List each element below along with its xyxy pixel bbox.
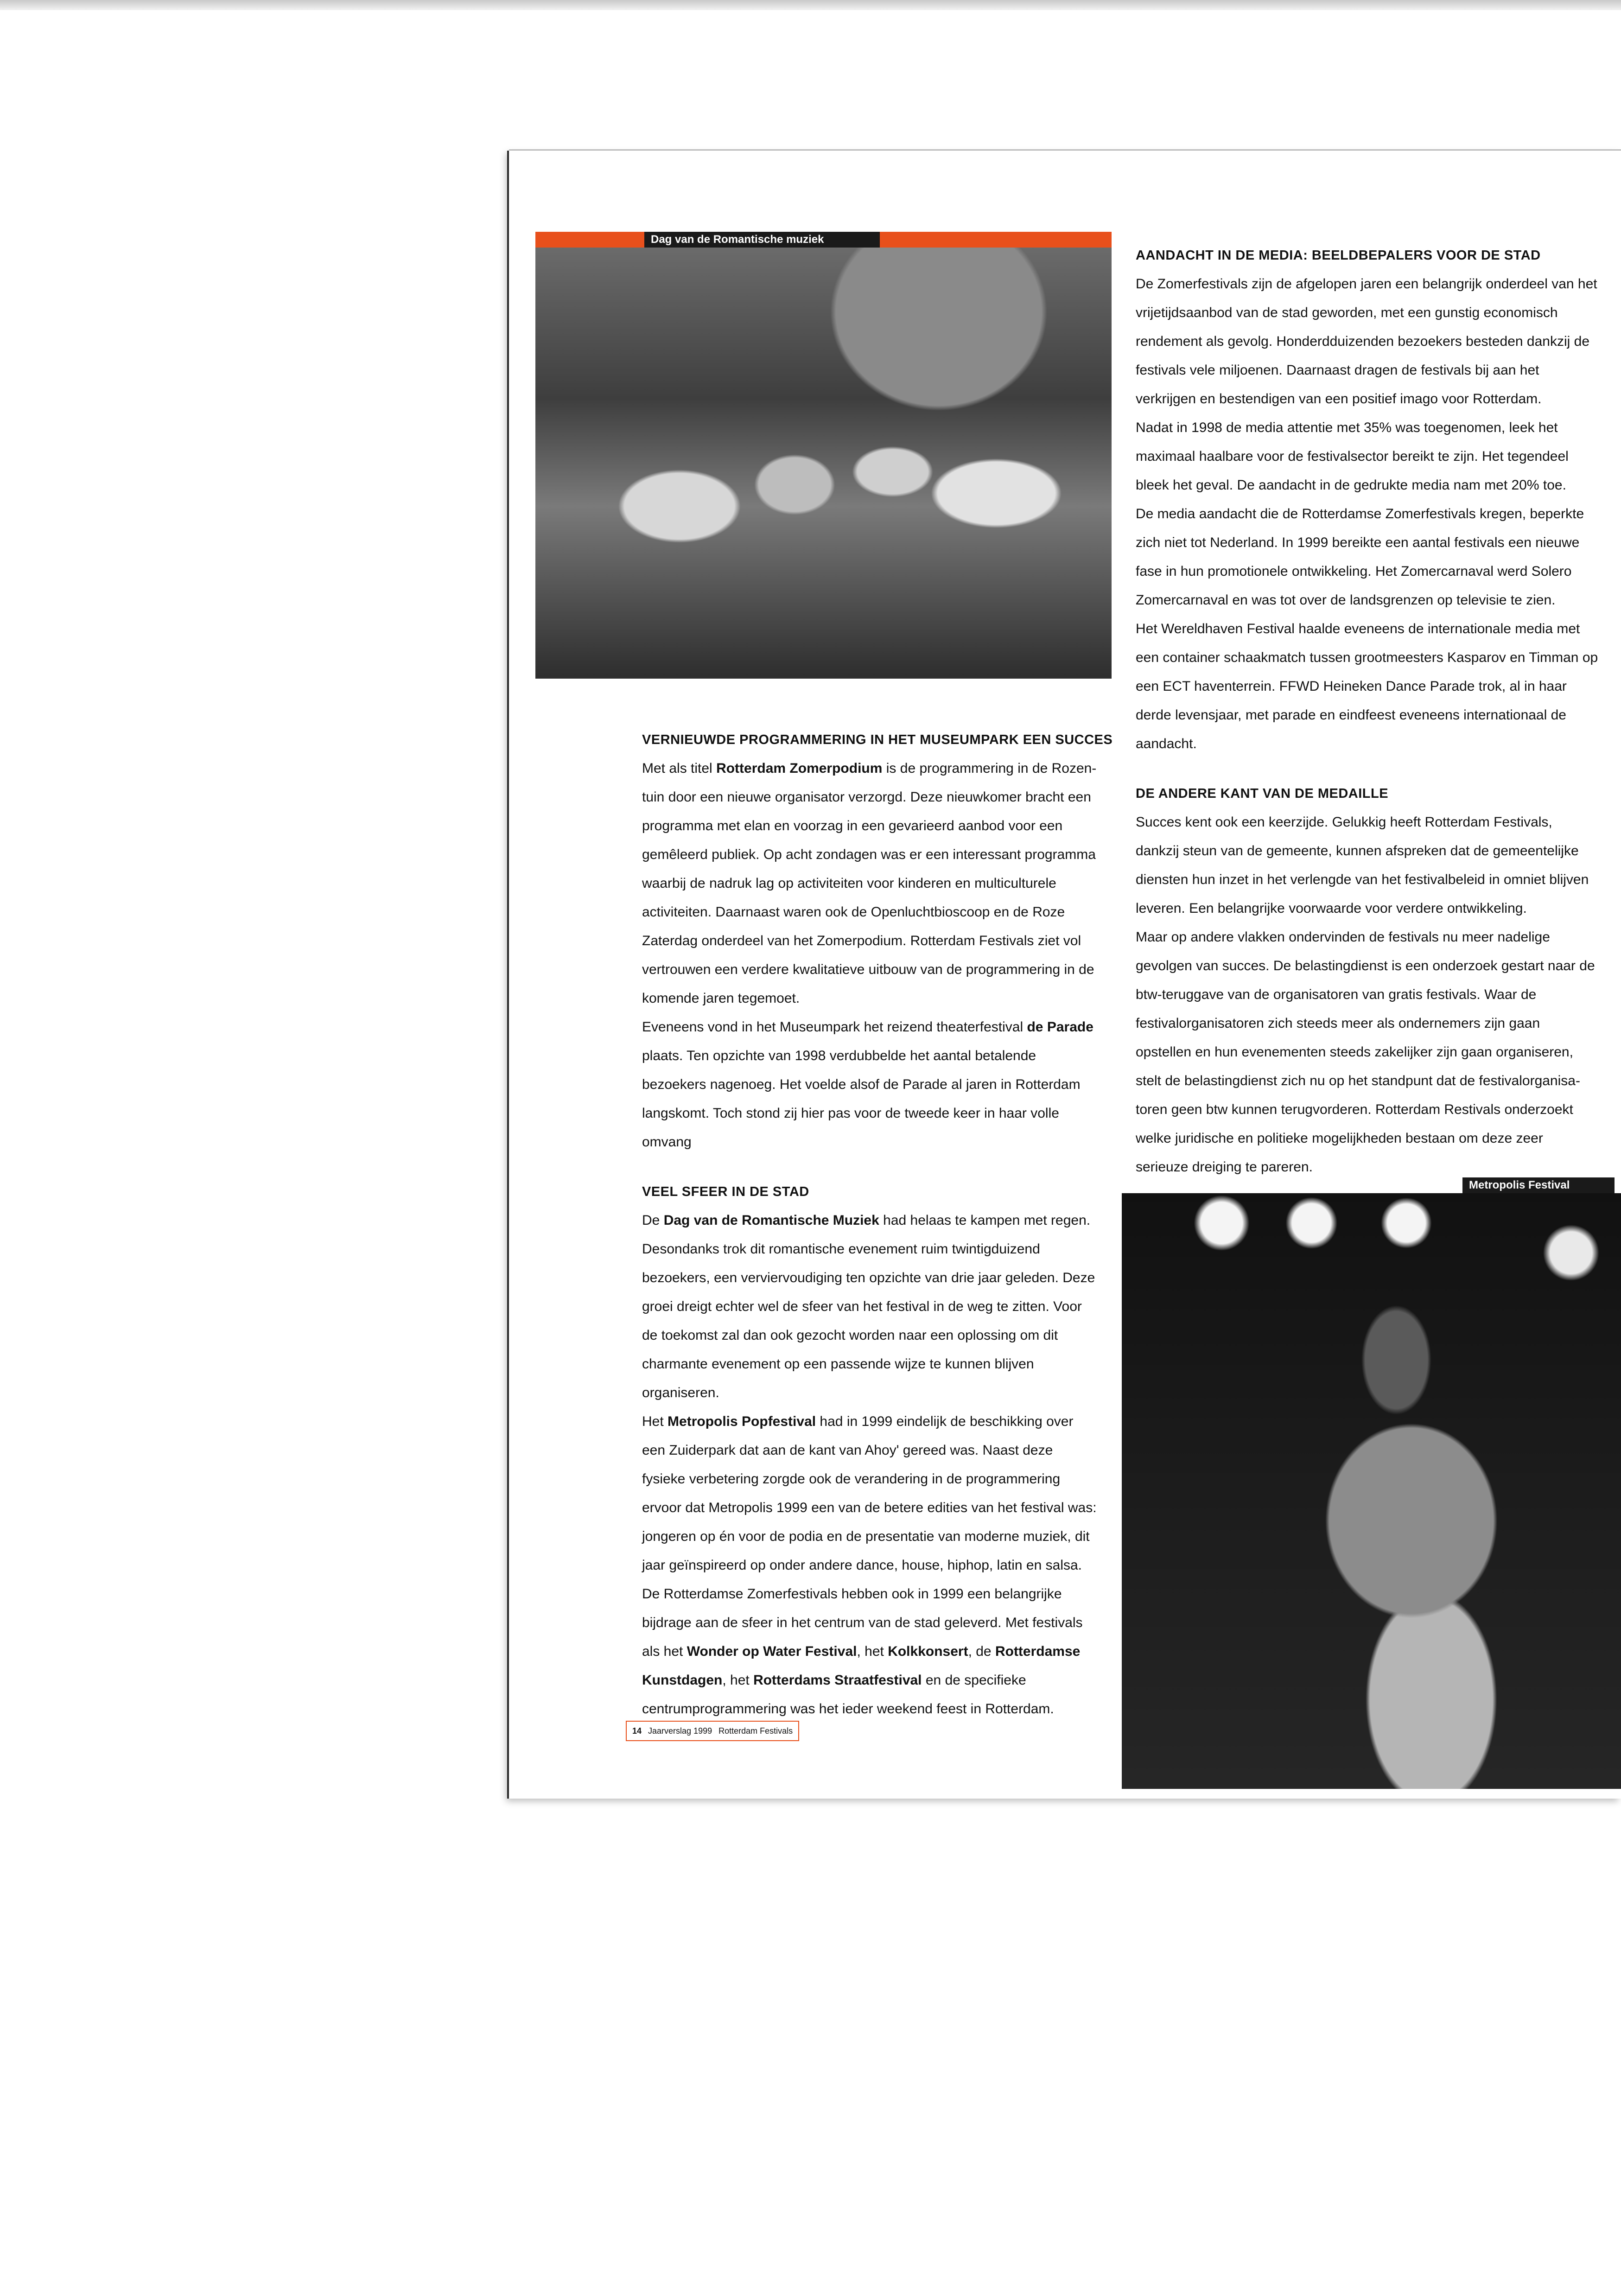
bold-term: Rotterdam Zomerpodium <box>716 761 883 776</box>
paragraph: Nadat in 1998 de media attentie met 35% was toegenomen, leek het maximaal haalbare voor de festivalsector bereikt te zijn. Het tegendeel bleek het geval. De aandacht in de gedrukte media nam met 20% toe. <box>1136 420 1569 493</box>
paragraph: Het Wereldhaven Festival haalde eveneens de internationale media met een container schaakmatch tussen grootmeesters Kasparov en Timman op een ECT haventerrein. FFWD Heineken Dance Parade trok, al in haar derde levensjaar, met parade en eindfeest eveneens internationaal de aandacht. <box>1136 621 1598 751</box>
page-number: 14 <box>632 1726 642 1736</box>
footer-report: Jaarverslag 1999 <box>648 1726 712 1736</box>
bold-term: Dag van de Romantische Muziek <box>663 1213 879 1228</box>
bold-term: Rotterdams Straatfestival <box>753 1673 922 1688</box>
paragraph: De Dag van de Romantische Muziek had helaas te kampen met regen. Desondanks trok dit romantische evenement ruim twintigduizend bezoekers, een verviervoudiging ten opzichte van drie jaar geleden. Deze groei dreigt echter wel de sfeer van het festival in de weg te zitten. Voor de toekomst zal dan ook gezocht worden naar een oplossing om dit charmante evenement op een passende wijze te kunnen blijven organiseren. <box>642 1213 1095 1400</box>
festival-photo-picnic <box>535 248 1112 679</box>
paragraph: De Rotterdamse Zomerfestivals hebben ook in 1999 een belangrijke bijdrage aan de sfeer in het centrum van de stad geleverd. Met festivals als het Wonder op Water Festival, het Kolkkonsert, de Rotterdamse Kunstdagen, het Rotterdams Straatfestival en de specifieke centrumprogrammering was het ieder weekend feest in Rotterdam. <box>642 1586 1083 1717</box>
heading-museumpark: VERNIEUWDE PROGRAMMERING IN HET MUSEUMPARK EEN SUCCES <box>642 732 1113 747</box>
bold-term: Kolkkonsert <box>888 1644 968 1659</box>
photo-caption-left: Dag van de Romantische muziek <box>644 232 880 248</box>
paragraph: Eveneens vond in het Museumpark het reizend theaterfestival de Parade plaats. Ten opzichte van 1998 verdubbelde het aantal betalende bezoekers nagenoeg. Het voelde alsof de Parade al jaren in Rotterdam langskomt. Toch stond zij hier pas voor de tweede keer in haar volle omvang <box>642 1019 1093 1150</box>
paragraph: De Zomerfestivals zijn de afgelopen jaren een belangrijk onderdeel van het vrijetijdsaanbod van de stad geworden, met een gunstig economisch rendement als gevolg. Honderdduizenden bezoekers besteden dankzij de festivals vele miljoenen. Daarnaast dragen de festivals bij aan het verkrijgen en bestendigen van een positief imago voor Rotterdam. <box>1136 276 1597 407</box>
paragraph: De media aandacht die de Rotterdamse Zomerfestivals kregen, beperkte zich niet tot Nederland. In 1999 bereikte een aantal festivals een nieuwe fase in hun promotionele ontwikkeling. Het Zomercarnaval werd Solero Zomercarnaval en was tot over de landsgrenzen op televisie te zien. <box>1136 506 1584 608</box>
footer-org: Rotterdam Festivals <box>718 1726 793 1736</box>
photo-caption-right: Metropolis Festival <box>1462 1177 1615 1193</box>
heading-medaille: DE ANDERE KANT VAN DE MEDAILLE <box>1136 786 1389 801</box>
right-column <box>1136 248 1599 1182</box>
page-footer <box>626 1721 799 1741</box>
paragraph: Het Metropolis Popfestival had in 1999 eindelijk de beschikking over een Zuiderpark dat aan de kant van Ahoy' gereed was. Naast deze fysieke verbetering zorgde ook de verandering in de programmering ervoor dat Metropolis 1999 een van de betere edities van het festival was: jongeren op én voor de podia en de presentatie van moderne muziek, dit jaar geïnspireerd op onder andere dance, house, hiphop, latin en salsa. <box>642 1414 1097 1573</box>
paragraph: Succes kent ook een keerzijde. Gelukkig heeft Rotterdam Festivals, dankzij steun van de gemeente, kunnen afspreken dat de gemeentelijke diensten hun inzet in het verlengde van het festivalbeleid in omniet blijven leveren. Een belangrijke voorwaarde voor verdere ontwikkeling. <box>1136 814 1589 916</box>
heading-media: AANDACHT IN DE MEDIA: BEELDBEPALERS VOOR DE STAD <box>1136 248 1541 263</box>
bold-term: Rotterdamse Kunstdagen <box>642 1644 1081 1688</box>
bold-term: Metropolis Popfestival <box>667 1414 816 1429</box>
festival-photo-stage <box>1122 1193 1621 1789</box>
paragraph: Maar op andere vlakken ondervinden de festivals nu meer nadelige gevolgen van succes. De belastingdienst is een onderzoek gestart naar de btw-teruggave van de organisatoren van gratis festivals. Waar de festivalorganisatoren zich steeds meer als ondernemers zijn gaan opstellen en hun evenementen steeds zakelijker zijn gaan organiseren, stelt de belastingdienst zich nu op het standpunt dat de festivalorganisa-toren geen btw kunnen terugvorderen. Rotterdam Restivals onderzoekt welke juridische en politieke mogelijkheden bestaan om deze zeer serieuze dreiging te pareren. <box>1136 929 1595 1175</box>
heading-sfeer: VEEL SFEER IN DE STAD <box>642 1184 809 1199</box>
scan-top-edge <box>0 0 1621 10</box>
left-column <box>642 732 1113 1724</box>
bold-term: de Parade <box>1027 1019 1093 1035</box>
bold-term: Wonder op Water Festival <box>687 1644 857 1659</box>
paragraph: Met als titel Rotterdam Zomerpodium is de programmering in de Rozen-tuin door een nieuwe organisator verzorgd. Deze nieuwkomer bracht een programma met elan en voorzag in een gevarieerd aanbod voor een gemêleerd publiek. Op acht zondagen was er een interessant programma waarbij de nadruk lag op activiteiten voor kinderen en multiculturele activiteiten. Daarnaast waren ook de Openluchtbioscoop en de Roze Zaterdag onderdeel van het Zomerpodium. Rotterdam Festivals ziet vol vertrouwen een verdere kwalitatieve uitbouw van de programmering in de komende jaren tegemoet. <box>642 761 1097 1006</box>
